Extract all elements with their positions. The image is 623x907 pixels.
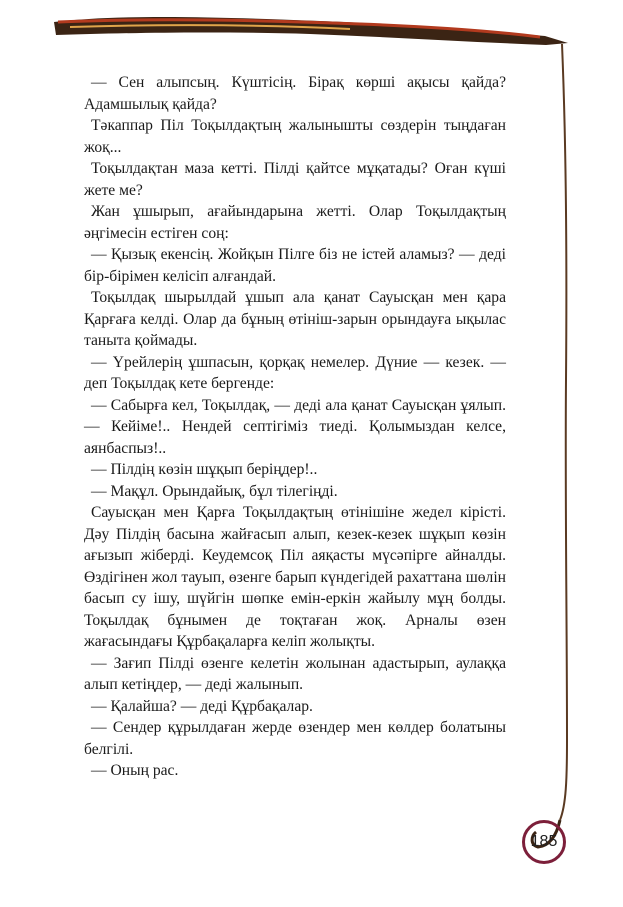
paragraph: Жан ұшырып, ағайындарына жетті. Олар Тоқылдақтың әңгімесін естіген соң: [84,203,506,242]
paragraph: — Сендер құрылдаған жерде өзендер мен көлдер болатыны белгілі. [84,719,506,758]
paragraph: — Үрейлерің ұшпасын, қорқақ немелер. Дүние — кезек. — деп Тоқылдақ кете бергенде: [84,353,506,392]
story-text [84,72,506,782]
paragraph: — Қызық екенсің. Жойқын Пілге біз не істей аламыз? — деді бір-бірімен келісіп алғандай. [84,246,506,285]
paragraph: — Оның рас. [91,762,179,779]
paragraph: Тоқылдақтан маза кетті. Пілді қайтсе мұқатады? Оған күші жете ме? [84,160,506,199]
page-number: 185 [522,820,566,864]
paragraph: — Мақұл. Орындайық, бұл тілегіңді. [91,482,338,500]
right-branch [560,44,567,820]
paragraph: — Қалайша? — деді Құрбақалар. [91,697,313,715]
paragraph: Тәкаппар Піл Тоқылдақтың жалынышты сөздерін тыңдаған жоқ... [84,117,506,156]
paragraph: Тоқылдақ шырылдай ұшып ала қанат Сауысқан мен қара Қарғаға келді. Олар да бұның өтініш-зарын орындауға ықылас таныта қоймады. [84,289,506,349]
paragraph: — Пілдің көзін шұқып беріңдер!.. [91,461,318,478]
paragraph: Сауысқан мен Қарға Тоқылдақтың өтінішіне жедел кірісті. Дәу Пілдің басына жайғасып алып, кезек-кезек шұқып көзін ағызып жіберді. Кеудемсоқ Піл аяқасты мүсәпірге айналды. Өздігінен жол тауып, өзенге барып күндегідей рахаттана шөлін басып су ішу, шүйгін шөпке емін-еркін жайылу мұң болды. Тоқылдақ бұнымен де тоқтаған жоқ. Арналы өзен жағасындағы Құрбақаларға келіп жолықты. [84,504,506,650]
paragraph: — Сен алыпсың. Күштісің. Бірақ көрші ақысы қайда? Адамшылық қайда? [84,74,506,113]
paragraph: — Зағип Пілді өзенге келетін жолынан адастырып, аулаққа алып кетіңдер, — деді жалынып. [84,654,506,693]
paragraph: — Сабырға кел, Тоқылдақ, — деді ала қанат Сауысқан ұялып. — Кейіме!.. Нендей септігіміз тиеді. Қолымыздан келсе, аянбаспыз!.. [84,396,506,457]
